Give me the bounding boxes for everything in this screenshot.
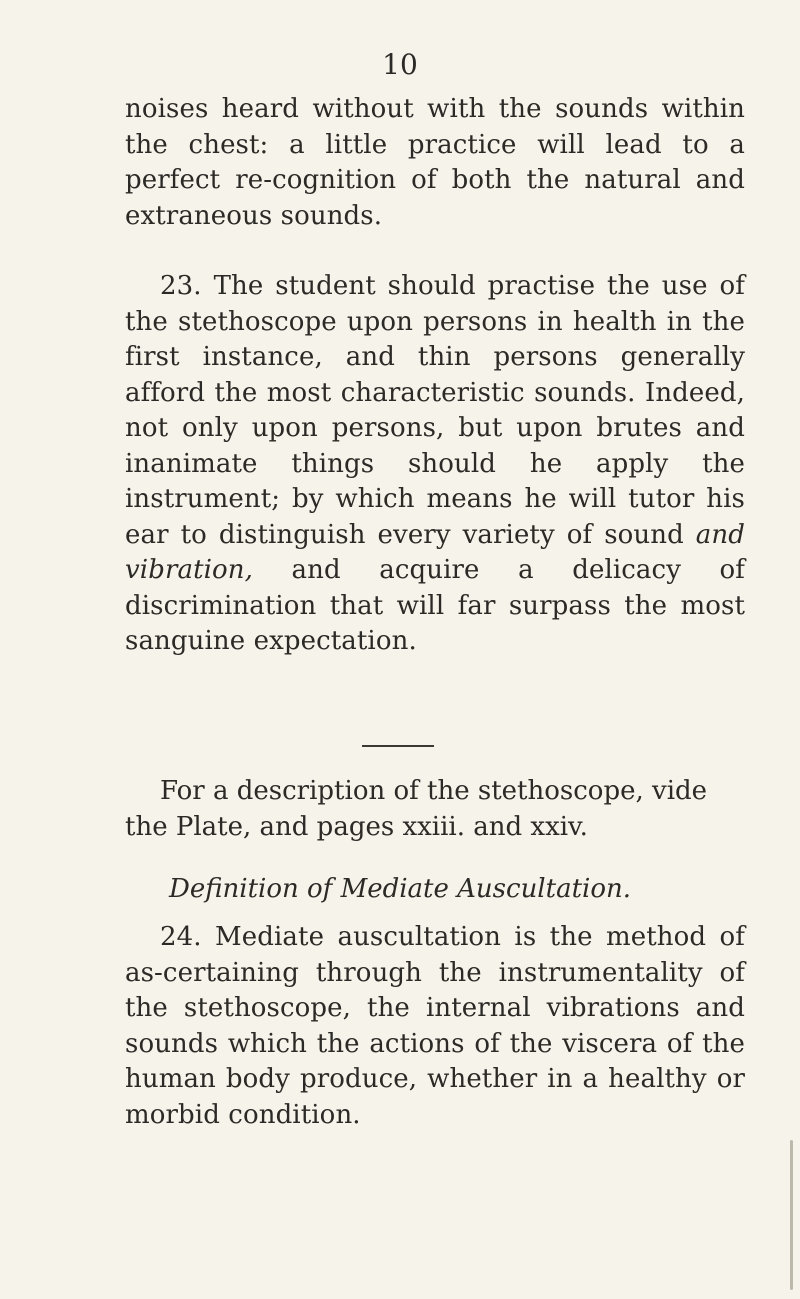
paragraph-23-italic: and vibration, (125, 519, 745, 585)
page-number: 10 (382, 48, 418, 81)
footnote: For a description of the stethoscope, vide the Plate, and pages xxiii. and xxiv. (125, 776, 708, 842)
section-heading: Definition of Mediate Auscultation. (168, 874, 632, 904)
page-edge-shadow (790, 1140, 793, 1290)
paragraph-23-text: 23. The student should practise the use of the stethoscope upon persons in health in the first instance, and thin persons generally afford the most characteristic sounds. Indeed, not only upon persons, but upon brutes and inanimate things should he apply the instrument; by which means he will tutor his ear to distinguish every variety of sound (125, 271, 745, 550)
paragraph-continuation: noises heard without with the sounds within the chest: a little practice will lead to a perfect re-cognition of both the natural and extraneous sounds. (125, 94, 745, 231)
paragraph-24: 24. Mediate auscultation is the method of as-certaining through the instrumentality of the stethoscope, the internal vibrations and sounds which the actions of the viscera of the human body produce, whether in a healthy or morbid condition. (125, 922, 745, 1130)
paragraph-23-text-end: and acquire a delicacy of discrimination that will far surpass the most sanguine expectation. (125, 555, 745, 656)
section-divider (362, 745, 434, 747)
paragraph-23 (125, 269, 745, 660)
